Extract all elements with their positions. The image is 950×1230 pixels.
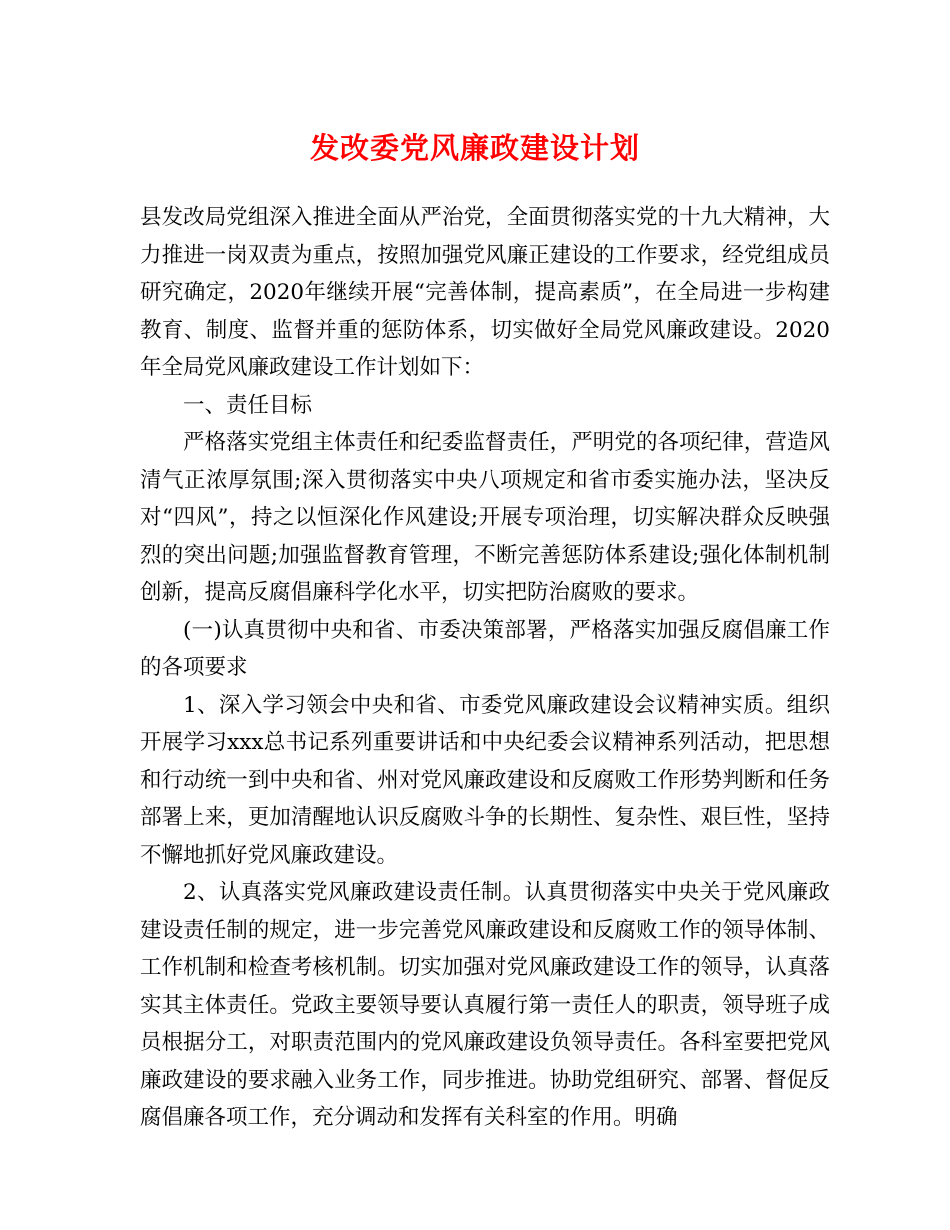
paragraph-item-1: 1、深入学习领会中央和省、市委党风廉政建设会议精神实质。组织开展学习xxx总书记系列重要讲话和中央纪委会议精神系列活动，把思想和行动统一到中央和省、州对党风廉政建设和反腐败工作形势判断和任务部署上来，更加清醒地认识反腐败斗争的长期性、复杂性、艰巨性，坚持不懈地抓好党风廉政建设。 — [140, 692, 830, 868]
section-heading-responsibility-goals: 一、责任目标 — [183, 392, 313, 418]
document-title: 发改委党风廉政建设计划 — [309, 131, 640, 165]
paragraph-intro: 县发改局党组深入推进全面从严治党，全面贯彻落实党的十九大精神，大力推进一岗双责为重点，按照加强党风廉正建设的工作要求，经党组成员研究确定，2020年继续开展“完善体制，提高素质”，在全局进一步构建教育、制度、监督并重的惩防体系，切实做好全局党风廉政建设。2020年全局党风廉政建设工作计划如下： — [140, 205, 830, 380]
subsection-heading-1: (一)认真贯彻中央和省、市委决策部署，严格落实加强反腐倡廉工作的各项要求 — [140, 617, 830, 680]
paragraph-goals: 严格落实党组主体责任和纪委监督责任，严明党的各项纪律，营造风清气正浓厚氛围;深入贯彻落实中央八项规定和省市委实施办法，坚决反对“四风”，持之以恒深化作风建设;开展专项治理，切实解决群众反映强烈的突出问题;加强监督教育管理，不断完善惩防体系建设;强化体制机制创新，提高反腐倡廉科学化水平，切实把防治腐败的要求。 — [140, 430, 830, 605]
paragraph-item-2: 2、认真落实党风廉政建设责任制。认真贯彻落实中央关于党风廉政建设责任制的规定，进一步完善党风廉政建设和反腐败工作的领导体制、工作机制和检查考核机制。切实加强对党风廉政建设工作的领导，认真落实其主体责任。党政主要领导要认真履行第一责任人的职责，领导班子成员根据分工，对职责范围内的党风廉政建设负领导责任。各科室要把党风廉政建设的要求融入业务工作，同步推进。协助党组研究、部署、督促反腐倡廉各项工作，充分调动和发挥有关科室的作用。明确 — [140, 880, 830, 1130]
document-body — [140, 199, 830, 1137]
